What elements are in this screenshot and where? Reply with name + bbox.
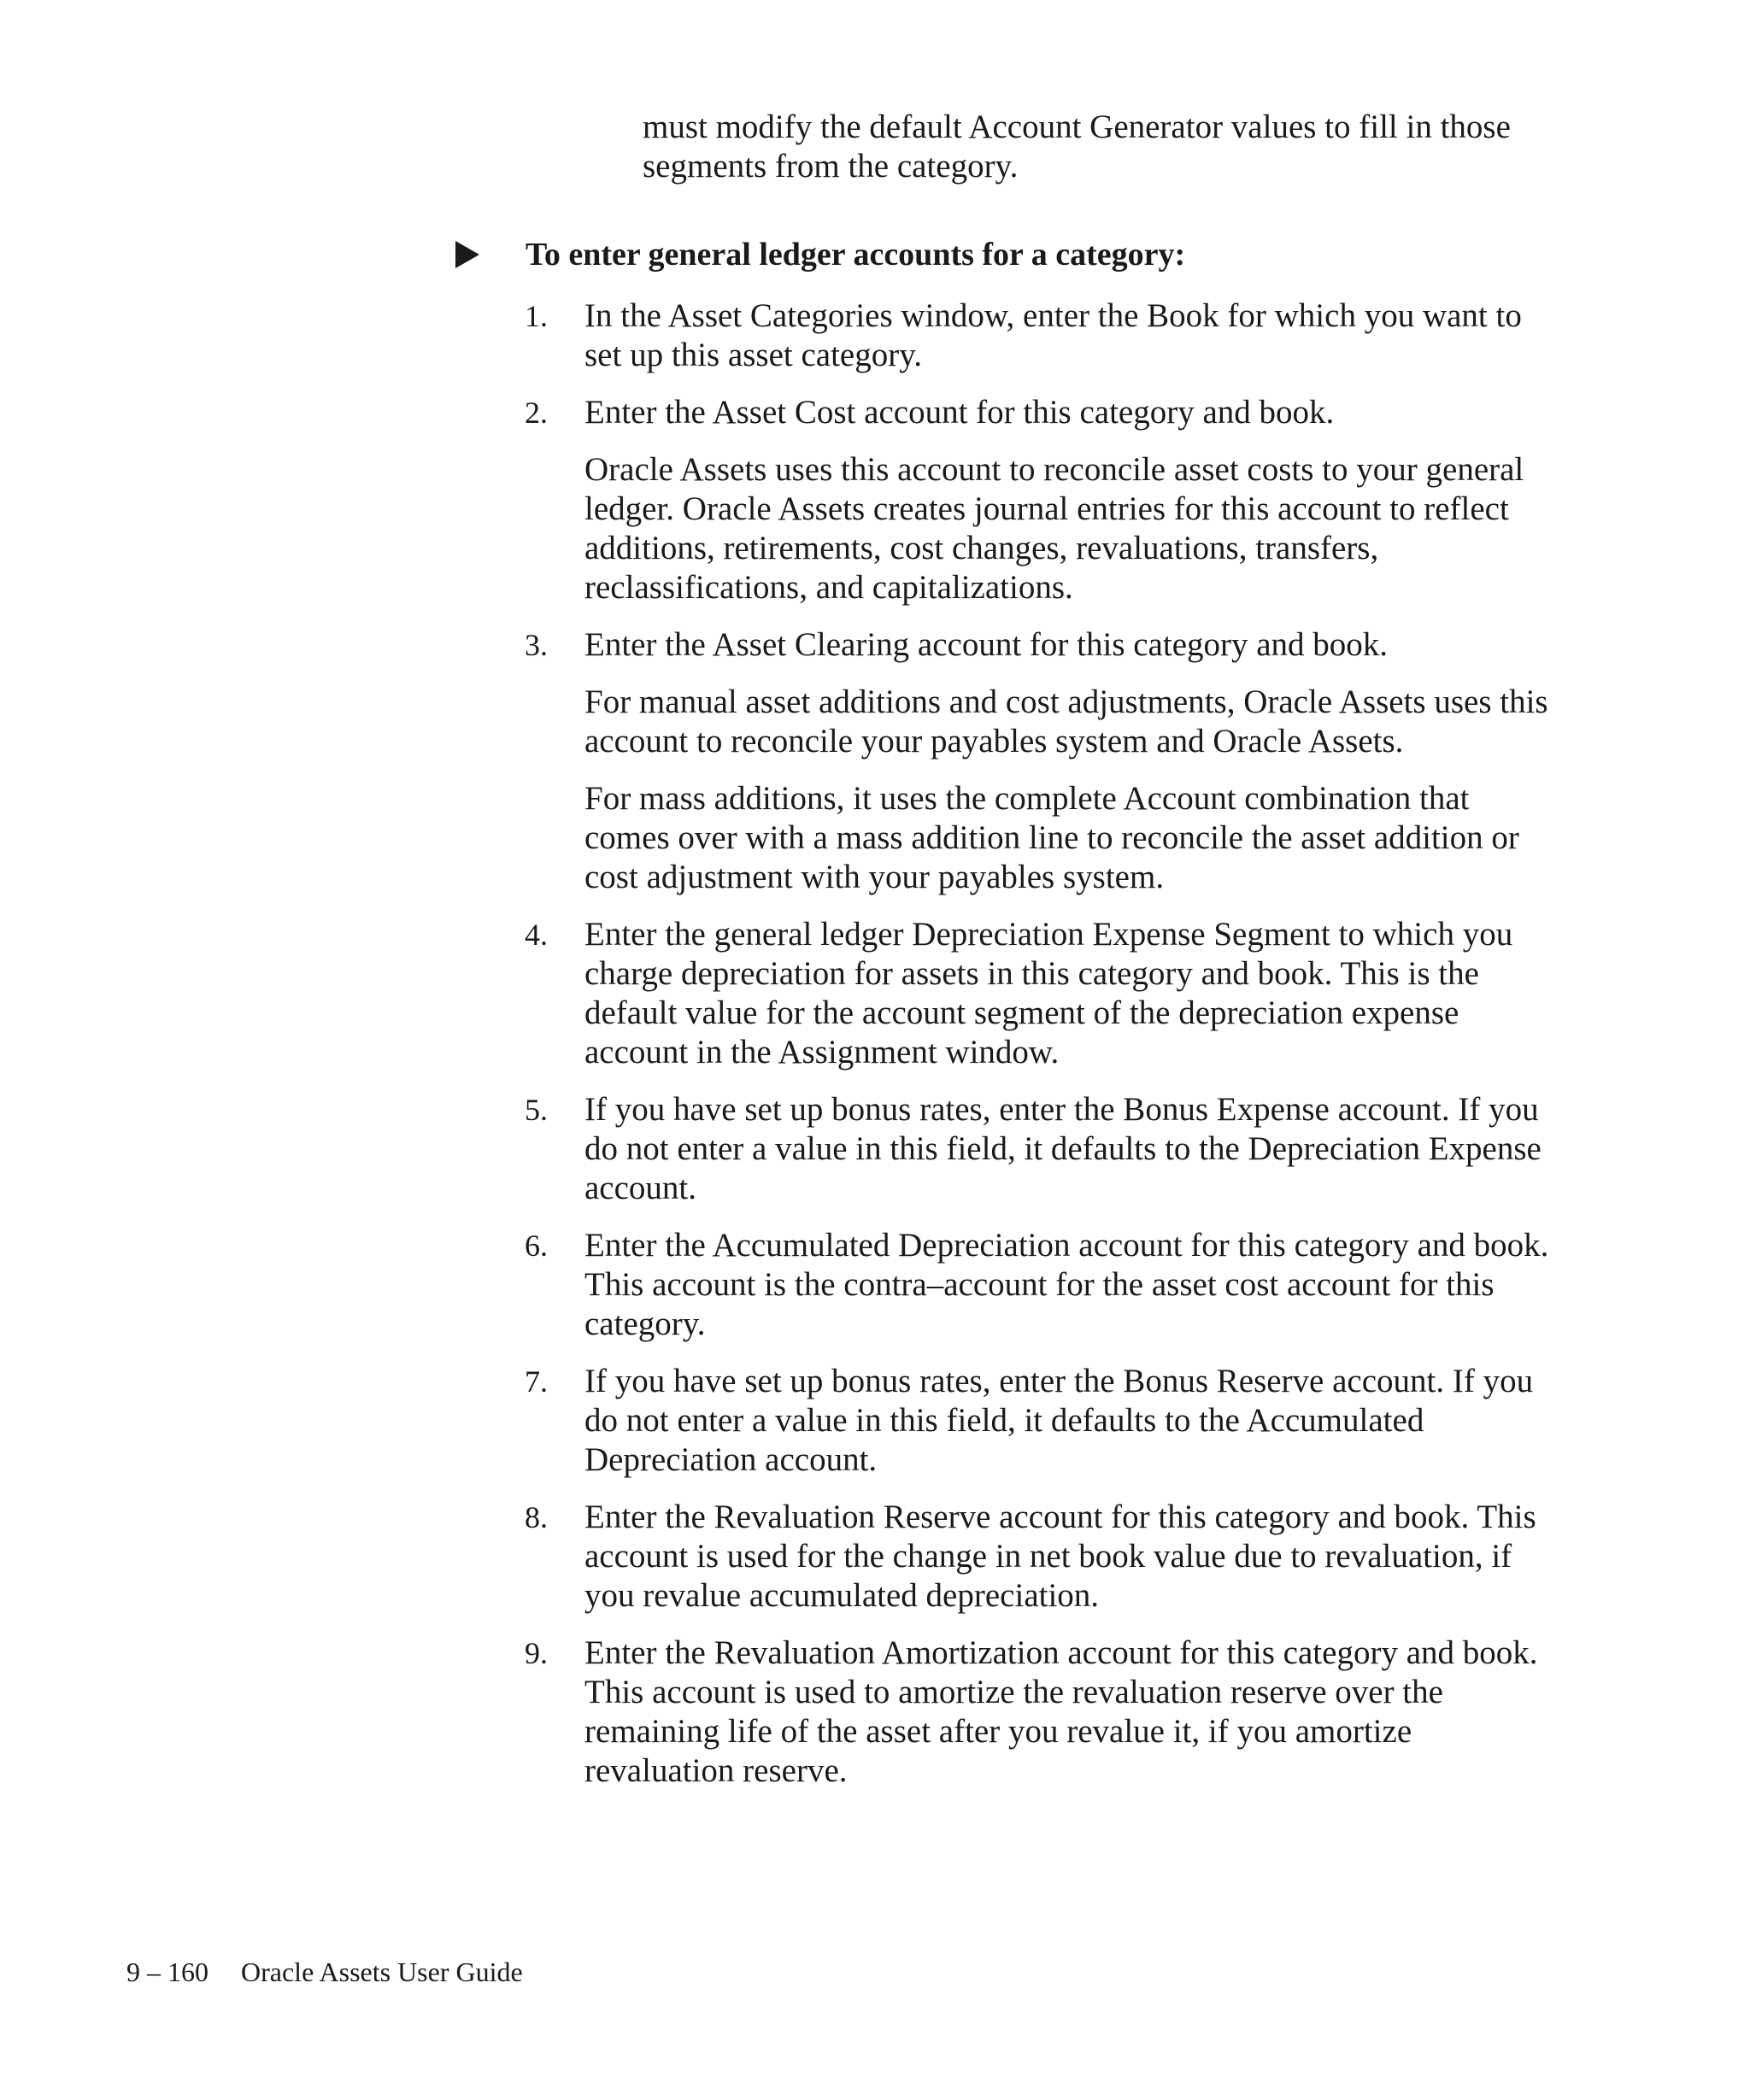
step-2 — [525, 393, 1559, 607]
step-number: 4. — [525, 918, 548, 952]
page-number: 9 – 160 — [126, 1956, 208, 1987]
step-note: For manual asset additions and cost adjustments, Oracle Assets uses this account to reconcile your payables system and Oracle Assets. — [584, 683, 1548, 760]
step-9 — [525, 1634, 1559, 1791]
book-title: Oracle Assets User Guide — [241, 1956, 523, 1987]
step-3 — [525, 625, 1559, 897]
step-number: 1. — [525, 299, 548, 333]
step-number: 2. — [525, 396, 548, 430]
step-5 — [525, 1090, 1559, 1208]
step-number: 8. — [525, 1500, 548, 1534]
step-4 — [525, 915, 1559, 1072]
step-1 — [525, 296, 1559, 375]
page-footer — [126, 1955, 523, 1989]
step-number: 3. — [525, 628, 548, 662]
step-text: Enter the Accumulated Depreciation account for this category and book. This account is the contra–account for the asset cost account for this category. — [584, 1227, 1549, 1342]
step-text: Enter the Revaluation Amortization account for this category and book. This account is used to amortize the revaluation reserve over the remaining life of the asset after you revalue it, if you amortize revaluation reserve. — [584, 1634, 1538, 1789]
step-text: If you have set up bonus rates, enter the Bonus Expense account. If you do not enter a value in this field, it defaults to the Depreciation Expense account. — [584, 1091, 1542, 1206]
step-number: 6. — [525, 1229, 548, 1263]
procedure-arrow-icon — [455, 241, 479, 268]
step-text: Enter the general ledger Depreciation Expense Segment to which you charge depreciation for assets in this category and book. This is the default value for the account segment of the depreciation expense account in the Assignment window. — [584, 916, 1513, 1071]
procedure-heading-row — [455, 232, 1652, 280]
step-7 — [525, 1362, 1559, 1480]
intro-paragraph: must modify the default Account Generator values to fill in those segments from the category. — [643, 109, 1511, 185]
step-6 — [525, 1226, 1559, 1344]
step-number: 7. — [525, 1364, 548, 1399]
step-number: 9. — [525, 1636, 548, 1670]
step-note: For mass additions, it uses the complete Account combination that comes over with a mass addition line to reconcile the asset addition or cost adjustment with your payables system. — [584, 780, 1519, 895]
step-text: If you have set up bonus rates, enter the Bonus Reserve account. If you do not enter a value in this field, it defaults to the Accumulated Depreciation account. — [584, 1363, 1534, 1478]
step-text: In the Asset Categories window, enter the Book for which you want to set up this asset category. — [584, 297, 1522, 373]
procedure-heading: To enter general ledger accounts for a category: — [526, 237, 1186, 273]
step-text: Enter the Asset Clearing account for this category and book. — [584, 626, 1389, 663]
step-8 — [525, 1498, 1559, 1616]
step-number: 5. — [525, 1093, 548, 1127]
procedure-steps — [525, 296, 1559, 1809]
step-text: Enter the Asset Cost account for this category and book. — [584, 394, 1335, 431]
step-note: Oracle Assets uses this account to reconcile asset costs to your general ledger. Oracle Assets creates journal entries for this account to reflect additions, retirements, cost changes, revaluations, transfers, reclassifications, and capitalizations. — [584, 451, 1524, 606]
step-text: Enter the Revaluation Reserve account for this category and book. This account is used for the change in net book value due to revaluation, if you revalue accumulated depreciation. — [584, 1499, 1536, 1614]
